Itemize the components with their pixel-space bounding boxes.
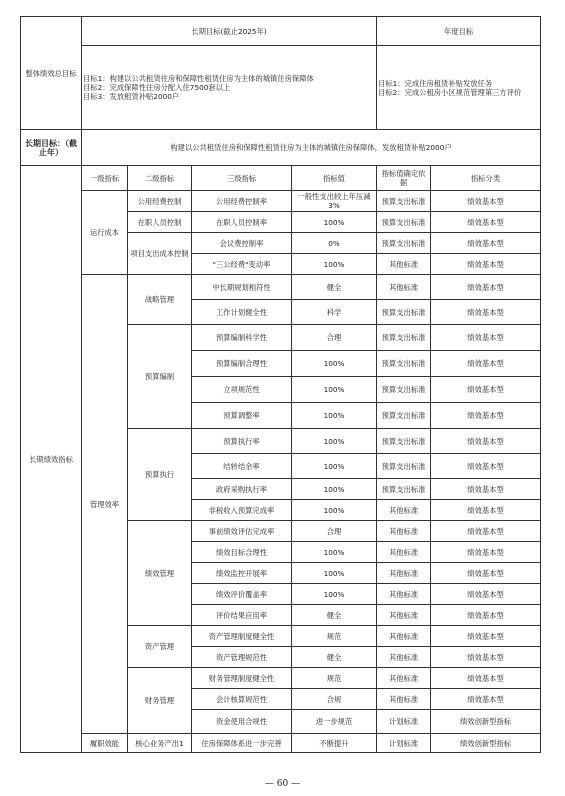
performance-goal-document <box>20 16 540 753</box>
level3-indicator: 在职人员控制率 <box>192 212 292 233</box>
indicator-basis: 预算支出标准 <box>377 479 431 500</box>
indicator-value: 合规 <box>292 689 377 710</box>
level3-indicator: 绩效监控开展率 <box>192 563 292 584</box>
indicator-basis: 其他标准 <box>377 521 431 542</box>
overall-goal-label: 整体绩效总目标 <box>21 17 82 130</box>
level3-indicator: 财务管理制度健全性 <box>192 668 292 689</box>
level3-indicator: 资产管理规范性 <box>192 647 292 668</box>
indicator-category: 绩效基本型 <box>431 377 541 403</box>
indicator-basis: 其他标准 <box>377 584 431 605</box>
level3-indicator: 会计核算规范性 <box>192 689 292 710</box>
level3-indicator: 立项规范性 <box>192 377 292 403</box>
level3-indicator: 预算编制科学性 <box>192 325 292 351</box>
level2-indicator: 绩效管理 <box>128 521 192 626</box>
level3-indicator: "三公经费"变动率 <box>192 254 292 275</box>
indicator-category: 绩效基本型 <box>431 191 541 212</box>
indicator-value: 合理 <box>292 325 377 351</box>
indicator-category: 绩效基本型 <box>431 605 541 626</box>
level3-indicator: 预算执行率 <box>192 429 292 454</box>
long-term-goal-text <box>82 46 377 130</box>
indicator-basis: 预算支出标准 <box>377 454 431 479</box>
indicator-value: 100% <box>292 454 377 479</box>
indicator-category: 绩效基本型 <box>431 626 541 647</box>
indicator-category: 绩效基本型 <box>431 689 541 710</box>
level1-management-efficiency: 管理效率 <box>82 275 128 734</box>
indicator-basis: 其他标准 <box>377 647 431 668</box>
performance-table <box>20 16 541 753</box>
level3-indicator: 资金使用合规性 <box>192 710 292 734</box>
indicator-category: 绩效基本型 <box>431 454 541 479</box>
indicator-value: 100% <box>292 403 377 429</box>
col-header-level2: 二级指标 <box>128 166 192 191</box>
col-header-level3: 三级指标 <box>192 166 292 191</box>
indicator-basis: 预算支出标准 <box>377 429 431 454</box>
indicator-basis: 预算支出标准 <box>377 233 431 254</box>
level3-indicator: 绩效评价覆盖率 <box>192 584 292 605</box>
indicator-value: 合理 <box>292 521 377 542</box>
level3-indicator: 结转结余率 <box>192 454 292 479</box>
indicator-category: 绩效基本型 <box>431 479 541 500</box>
indicator-basis: 预算支出标准 <box>377 377 431 403</box>
indicator-basis: 预算支出标准 <box>377 300 431 325</box>
indicator-category: 绩效基本型 <box>431 563 541 584</box>
indicator-basis: 其他标准 <box>377 605 431 626</box>
level3-indicator: 评价结果应用率 <box>192 605 292 626</box>
indicator-basis: 预算支出标准 <box>377 325 431 351</box>
indicator-value: 0% <box>292 233 377 254</box>
level2-indicator: 财务管理 <box>128 668 192 734</box>
indicator-category: 绩效基本型 <box>431 429 541 454</box>
indicator-value: 不断提升 <box>292 734 377 753</box>
long-term-goal-header: 长期目标(截止2025年) <box>82 17 377 46</box>
table-row <box>21 191 541 212</box>
level3-indicator: 事前绩效评估完成率 <box>192 521 292 542</box>
level1-performance-efficacy: 履职效能 <box>82 734 128 753</box>
indicator-category: 绩效基本型 <box>431 233 541 254</box>
indicator-value: 100% <box>292 563 377 584</box>
indicator-basis: 其他标准 <box>377 668 431 689</box>
indicator-value: 一般性支出较上年压减3% <box>292 191 377 212</box>
indicator-basis: 其他标准 <box>377 542 431 563</box>
indicator-category: 绩效基本型 <box>431 584 541 605</box>
indicator-value: 健全 <box>292 605 377 626</box>
level3-indicator: 非税收入预算完成率 <box>192 500 292 521</box>
long-term-goal-2: 目标2：完成保障性住房分配入住7500套以上 <box>83 83 231 92</box>
indicator-category: 绩效基本型 <box>431 647 541 668</box>
indicator-category: 绩效基本型 <box>431 212 541 233</box>
level2-indicator: 项目支出成本控制 <box>128 233 192 275</box>
indicator-value: 100% <box>292 212 377 233</box>
indicator-category: 绩效基本型 <box>431 521 541 542</box>
indicator-basis: 其他标准 <box>377 563 431 584</box>
indicator-category: 绩效基本型 <box>431 668 541 689</box>
indicator-category: 绩效创新型指标 <box>431 734 541 753</box>
col-header-level1: 一级指标 <box>82 166 128 191</box>
level2-indicator: 预算执行 <box>128 429 192 521</box>
indicator-value: 健全 <box>292 275 377 300</box>
indicator-value: 健全 <box>292 647 377 668</box>
indicator-value: 规范 <box>292 668 377 689</box>
indicator-category: 绩效基本型 <box>431 254 541 275</box>
indicator-basis: 预算支出标准 <box>377 191 431 212</box>
indicator-basis: 预算支出标准 <box>377 212 431 233</box>
indicator-value: 进一步规范 <box>292 710 377 734</box>
indicator-category: 绩效基本型 <box>431 500 541 521</box>
indicator-category: 绩效基本型 <box>431 351 541 377</box>
indicator-category: 绩效基本型 <box>431 300 541 325</box>
indicator-value: 100% <box>292 500 377 521</box>
page-number: — 60 — <box>264 779 301 789</box>
level2-indicator: 核心业务产出1 <box>128 734 192 753</box>
indicator-value: 100% <box>292 351 377 377</box>
annual-goal-1: 目标1：完成住房租赁补贴发放任务 <box>378 78 493 88</box>
level3-indicator: 中长期规划相符性 <box>192 275 292 300</box>
level3-indicator: 政府采购执行率 <box>192 479 292 500</box>
long-term-row-label: 长期目标：（截止年） <box>21 130 82 166</box>
indicator-basis: 其他标准 <box>377 626 431 647</box>
level2-indicator: 预算编制 <box>128 325 192 429</box>
level3-indicator: 住房保障体系进一步完善 <box>192 734 292 753</box>
table-row <box>21 275 541 300</box>
indicator-basis: 其他标准 <box>377 689 431 710</box>
indicator-category: 绩效基本型 <box>431 403 541 429</box>
col-header-basis: 指标值确定依据 <box>377 166 431 191</box>
indicator-section-label: 长期绩效指标 <box>21 166 82 753</box>
annual-goal-header: 年度目标 <box>377 17 541 46</box>
level3-indicator: 工作计划健全性 <box>192 300 292 325</box>
indicator-basis: 其他标准 <box>377 275 431 300</box>
col-header-value: 指标值 <box>292 166 377 191</box>
level2-indicator: 战略管理 <box>128 275 192 325</box>
indicator-category: 绩效基本型 <box>431 542 541 563</box>
level2-indicator: 资产管理 <box>128 626 192 668</box>
level3-indicator: 绩效目标合理性 <box>192 542 292 563</box>
indicator-basis: 预算支出标准 <box>377 403 431 429</box>
level3-indicator: 资产管理制度健全性 <box>192 626 292 647</box>
indicator-value: 100% <box>292 429 377 454</box>
indicator-basis: 其他标准 <box>377 500 431 521</box>
indicator-value: 100% <box>292 254 377 275</box>
annual-goal-text <box>377 46 541 130</box>
level2-indicator: 公用经费控制 <box>128 191 192 212</box>
col-header-category: 指标分类 <box>431 166 541 191</box>
indicator-value: 100% <box>292 584 377 605</box>
level3-indicator: 预算调整率 <box>192 403 292 429</box>
indicator-category: 绩效创新型指标 <box>431 710 541 734</box>
level3-indicator: 会议费控制率 <box>192 233 292 254</box>
long-term-goal-3: 目标3：发放租赁补贴2000户 <box>83 92 180 101</box>
indicator-value: 规范 <box>292 626 377 647</box>
indicator-value: 100% <box>292 377 377 403</box>
annual-goal-2: 目标2：完成公租房小区规范管理第三方评价 <box>378 87 522 97</box>
indicator-value: 科学 <box>292 300 377 325</box>
indicator-value: 100% <box>292 542 377 563</box>
table-row <box>21 734 541 753</box>
indicator-category: 绩效基本型 <box>431 275 541 300</box>
level2-indicator: 在职人员控制 <box>128 212 192 233</box>
indicator-basis: 预算支出标准 <box>377 351 431 377</box>
level3-indicator: 预算编制合理性 <box>192 351 292 377</box>
indicator-category: 绩效基本型 <box>431 325 541 351</box>
level3-indicator: 公用经费控制率 <box>192 191 292 212</box>
indicator-value: 100% <box>292 479 377 500</box>
indicator-basis: 计划标准 <box>377 734 431 753</box>
long-term-row-text: 构建以公共租赁住房和保障性租赁住房为主体的城镇住房保障体，发放租赁补贴2000户 <box>82 130 541 166</box>
indicator-basis: 其他标准 <box>377 254 431 275</box>
level1-run-cost: 运行成本 <box>82 191 128 275</box>
indicator-basis: 计划标准 <box>377 710 431 734</box>
long-term-goal-1: 目标1：构建以公共租赁住房和保障性租赁住房为主体的城镇住房保障体 <box>83 74 314 83</box>
